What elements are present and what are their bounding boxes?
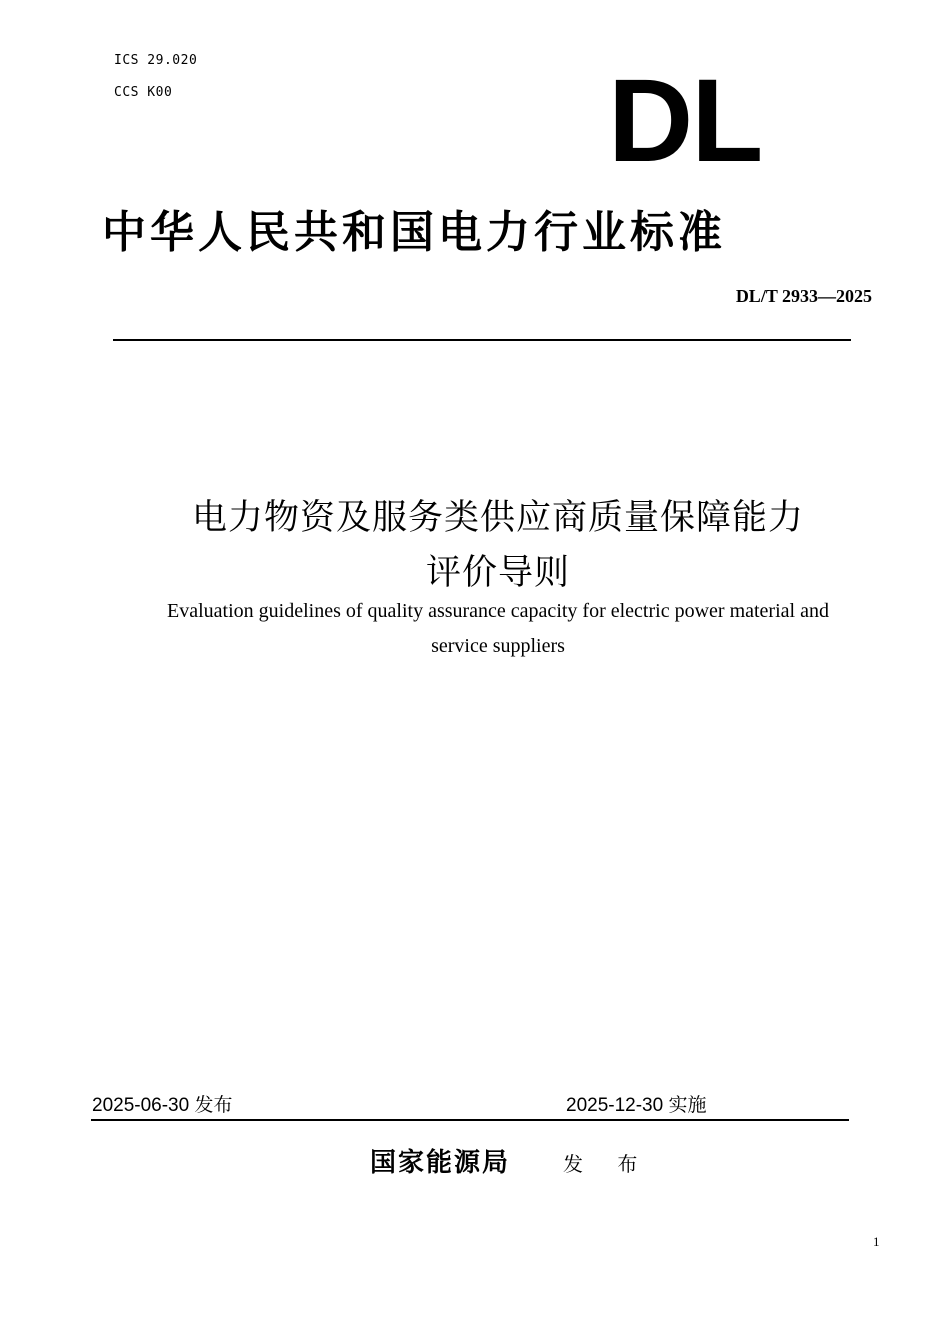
issue-date: 2025-06-30 发布 bbox=[92, 1095, 233, 1116]
bottom-divider bbox=[91, 1119, 849, 1121]
dl-logo: DL bbox=[608, 55, 762, 187]
top-divider bbox=[113, 339, 851, 341]
page-number: 1 bbox=[873, 1234, 880, 1249]
standard-number: DL/T 2933—2025 bbox=[735, 286, 872, 306]
document-title-en-line2: service suppliers bbox=[431, 635, 565, 657]
publish-label: 发 布 bbox=[563, 1152, 652, 1176]
document-title-zh-line2: 评价导则 bbox=[425, 553, 570, 593]
implementation-date: 2025-12-30 实施 bbox=[566, 1095, 707, 1116]
ccs-code: CCS K00 bbox=[114, 85, 173, 100]
publisher-name: 国家能源局 bbox=[370, 1148, 511, 1178]
document-title-zh-line1: 电力物资及服务类供应商质量保障能力 bbox=[191, 498, 804, 538]
document-title-en-line1: Evaluation guidelines of quality assurance capacity for electric power material and bbox=[167, 600, 829, 622]
industry-standard-title: 中华人民共和国电力行业标准 bbox=[102, 207, 726, 258]
ics-code: ICS 29.020 bbox=[114, 53, 198, 68]
